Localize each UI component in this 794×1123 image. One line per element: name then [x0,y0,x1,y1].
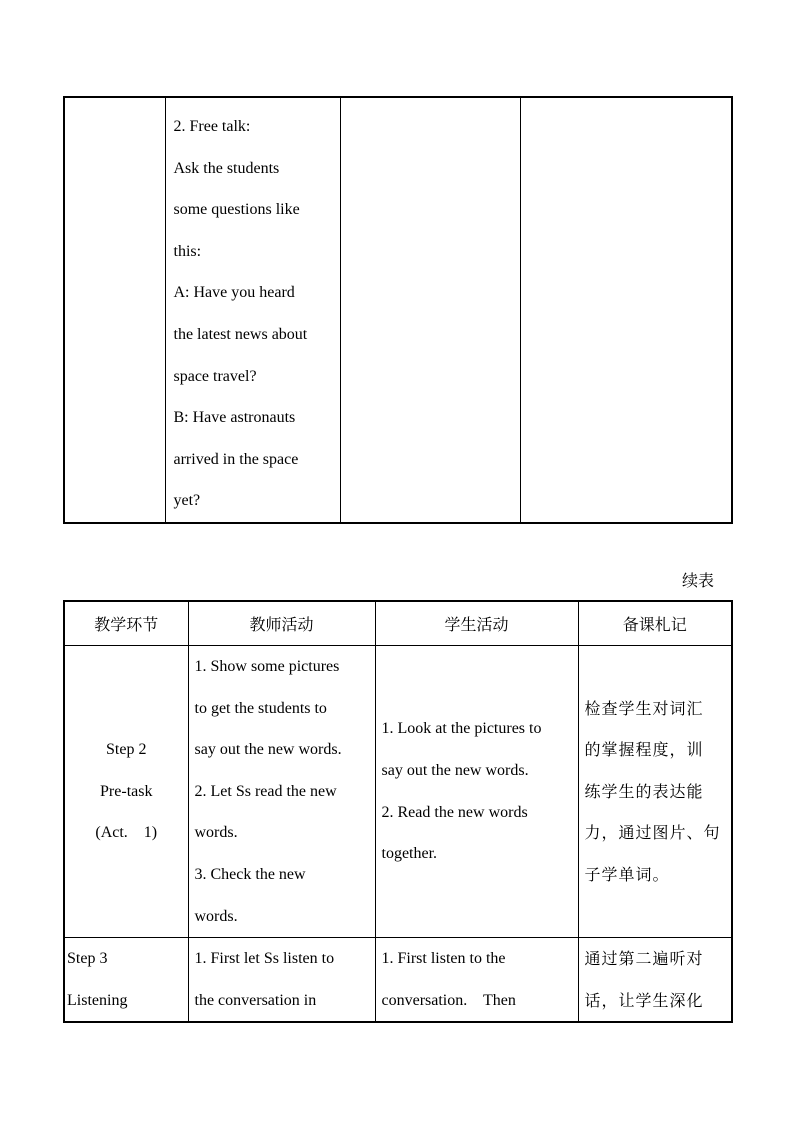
header-teaching-stage: 教学环节 [64,601,188,646]
step-cell: Step 3 Listening [64,938,188,1023]
step-cell: Step 2 Pre-task (Act. 1) [64,646,188,938]
header-lesson-notes: 备课札记 [578,601,732,646]
teacher-activity-cell [165,97,340,523]
notes-cell: 检查学生对词汇 的掌握程度，训 练学生的表达能 力，通过图片、句 子学单词。 [578,646,732,938]
table-row [64,938,732,1023]
header-student-activity: 学生活动 [375,601,578,646]
notes-cell: 通过第二遍听对 话，让学生深化 [578,938,732,1023]
student-activity-cell: 1. Look at the pictures to say out the new words. 2. Read the new words together. [375,646,578,938]
header-teacher-activity: 教师活动 [188,601,375,646]
lesson-table [63,600,733,1023]
notes-cell-empty [520,97,732,523]
table-row [64,646,732,938]
table-header-row [64,601,732,646]
teacher-activity-cell: 1. Show some pictures to get the students to say out the new words. 2. Let Ss read the new words. 3. Check the new words. [188,646,375,938]
student-activity-cell: 1. First listen to the conversation. Then [375,938,578,1023]
continued-table-label: 续表 [682,571,715,590]
lesson-table-continued [63,96,733,524]
student-activity-cell-empty [340,97,520,523]
teacher-activity-cell: 1. First let Ss listen to the conversation in [188,938,375,1023]
step-cell-empty [64,97,165,523]
free-talk-text: 2. Free talk: Ask the students some questions like this: A: Have you heard the latest news about space travel? B: Have astronauts arrived in the space yet? [173,118,308,510]
